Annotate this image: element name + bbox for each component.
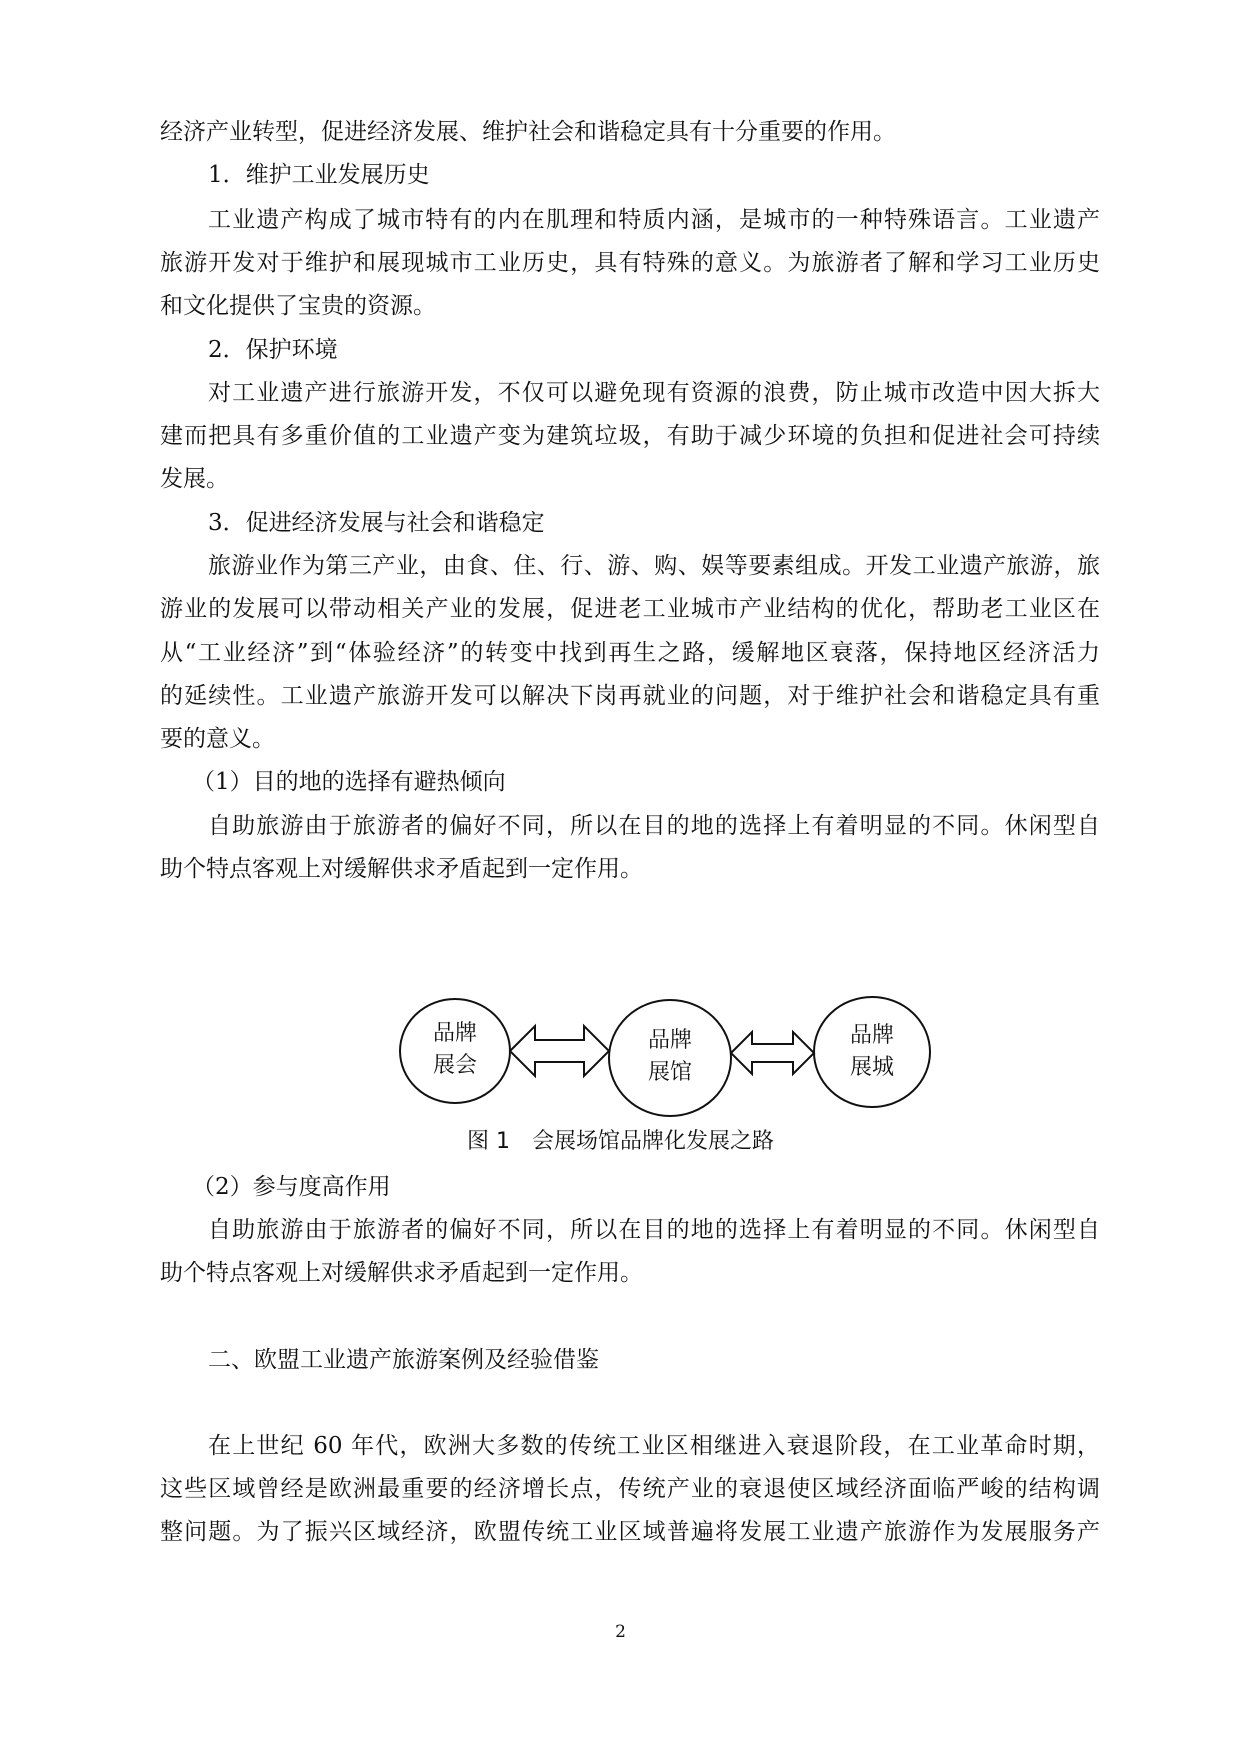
node-label: 品牌 (849, 1023, 895, 1048)
paragraph-line: 从“工业经济”到“体验经济”的转变中找到再生之路，缓解地区衰落，保持地区经济活力 (160, 640, 1100, 666)
double-arrow-icon (510, 1026, 609, 1076)
paragraph-line: 要的意义。 (160, 726, 275, 752)
node-label: 展馆 (647, 1060, 693, 1085)
node-circle-venue (609, 1000, 731, 1116)
paragraph-line: 在上世纪 60 年代，欧洲大多数的传统工业区相继进入衰退阶段，在工业革命时期， (208, 1433, 1100, 1459)
section-heading: 二、欧盟工业遗产旅游案例及经验借鉴 (208, 1347, 599, 1373)
paragraph-line: 和文化提供了宝贵的资源。 (160, 293, 436, 319)
paragraph-line: 建而把具有多重价值的工业遗产变为建筑垃圾，有助于减少环境的负担和促进社会可持续 (160, 423, 1100, 449)
figure-caption: 图 1 会展场馆品牌化发展之路 (467, 1129, 774, 1154)
paragraph-line: 旅游业作为第三产业，由食、住、行、游、购、娱等要素组成。开发工业遗产旅游，旅 (208, 553, 1100, 579)
subheading-3: 3．促进经济发展与社会和谐稳定 (208, 510, 545, 536)
paragraph-line: 自助旅游由于旅游者的偏好不同，所以在目的地的选择上有着明显的不同。休闲型自 (208, 813, 1100, 839)
paragraph-line: 经济产业转型，促进经济发展、维护社会和谐稳定具有十分重要的作用。 (160, 119, 896, 145)
node-label: 品牌 (647, 1028, 693, 1053)
node-label: 展城 (849, 1055, 895, 1080)
paragraph-line: 发展。 (160, 466, 229, 492)
paragraph-line: 自助旅游由于旅游者的偏好不同，所以在目的地的选择上有着明显的不同。休闲型自 (208, 1217, 1100, 1243)
paragraph-line: 对工业遗产进行旅游开发，不仅可以避免现有资源的浪费，防止城市改造中因大拆大 (208, 380, 1100, 406)
paragraph-line: 这些区域曾经是欧洲最重要的经济增长点，传统产业的衰退使区域经济面临严峻的结构调 (160, 1476, 1100, 1502)
node-circle-city (814, 997, 930, 1107)
sub-subheading-1: （1）目的地的选择有避热倾向 (192, 769, 506, 795)
paragraph-line: 助个特点客观上对缓解供求矛盾起到一定作用。 (160, 1260, 643, 1286)
double-arrow-icon (731, 1032, 814, 1074)
subheading-1: 1．维护工业发展历史 (208, 162, 430, 188)
paragraph-line: 助个特点客观上对缓解供求矛盾起到一定作用。 (160, 856, 643, 882)
paragraph-line: 工业遗产构成了城市特有的内在肌理和特质内涵，是城市的一种特殊语言。工业遗产 (208, 207, 1100, 233)
page-number: 2 (615, 1622, 626, 1642)
subheading-2: 2．保护环境 (208, 337, 338, 363)
paragraph-line: 旅游开发对于维护和展现城市工业历史，具有特殊的意义。为旅游者了解和学习工业历史 (160, 250, 1100, 276)
node-label: 品牌 (432, 1021, 478, 1046)
paragraph-line: 游业的发展可以带动相关产业的发展，促进老工业城市产业结构的优化，帮助老工业区在 (160, 596, 1100, 622)
node-circle-exhibition (400, 999, 510, 1103)
sub-subheading-2: （2）参与度高作用 (192, 1174, 391, 1200)
node-label: 展会 (432, 1053, 478, 1078)
paragraph-line: 的延续性。工业遗产旅游开发可以解决下岗再就业的问题，对于维护社会和谐稳定具有重 (160, 683, 1100, 709)
paragraph-line: 整问题。为了振兴区域经济，欧盟传统工业区域普遍将发展工业遗产旅游作为发展服务产 (160, 1519, 1100, 1545)
